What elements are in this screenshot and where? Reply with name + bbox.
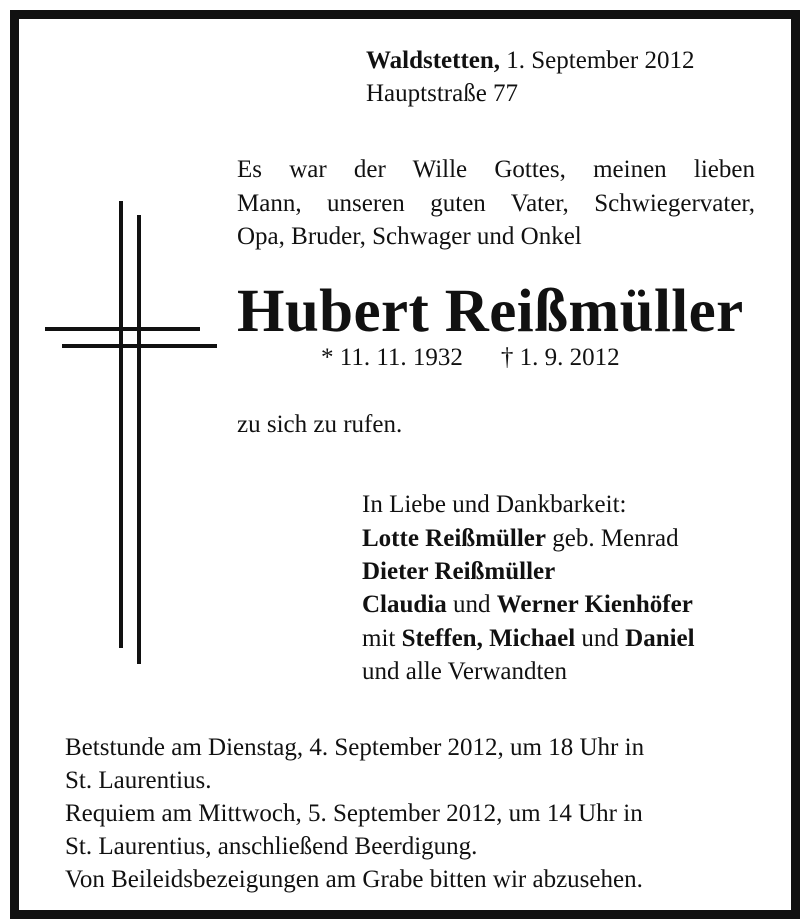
mourner-line-5: und alle Verwandten — [362, 658, 568, 685]
place-date-line — [366, 44, 694, 77]
notice-date: 1. September 2012 — [500, 47, 695, 74]
intro-line-1: Es war der Wille Gottes, meinen lieben — [237, 156, 755, 183]
mourner-line-4: mit Steffen, Michael und Daniel — [362, 625, 695, 652]
birth-date: * 11. 11. 1932 — [321, 344, 463, 371]
place-name: Waldstetten, — [366, 47, 501, 74]
life-dates — [321, 341, 620, 374]
deceased-name: Hubert Reißmüller — [237, 278, 744, 345]
intro-line-3: Opa, Bruder, Schwager und Onkel — [237, 223, 582, 250]
notice-line-2: St. Laurentius. — [65, 767, 212, 794]
mourner-line-3: Claudia und Werner Kienhöfer — [362, 591, 693, 618]
closing-line: zu sich zu rufen. — [237, 411, 403, 438]
notice-line-5: Von Beileidsbezeigungen am Grabe bitten wir abzusehen. — [65, 866, 643, 893]
mourner-line-2: Dieter Reißmüller — [362, 558, 556, 585]
mourner-line-1: Lotte Reißmüller geb. Menrad — [362, 525, 679, 552]
notice-line-3: Requiem am Mittwoch, 5. September 2012, um 14 Uhr in — [65, 800, 643, 827]
notice-line-1: Betstunde am Dienstag, 4. September 2012, um 18 Uhr in — [65, 734, 645, 761]
death-date: † 1. 9. 2012 — [500, 344, 620, 371]
notice-line-4: St. Laurentius, anschließend Beerdigung. — [65, 833, 478, 860]
obituary-notice — [10, 10, 800, 919]
street-address: Hauptstraße 77 — [366, 80, 519, 107]
intro-line-2: Mann, unseren guten Vater, Schwiegervater, — [237, 190, 755, 217]
mourners-heading: In Liebe und Dankbarkeit: — [362, 491, 627, 518]
